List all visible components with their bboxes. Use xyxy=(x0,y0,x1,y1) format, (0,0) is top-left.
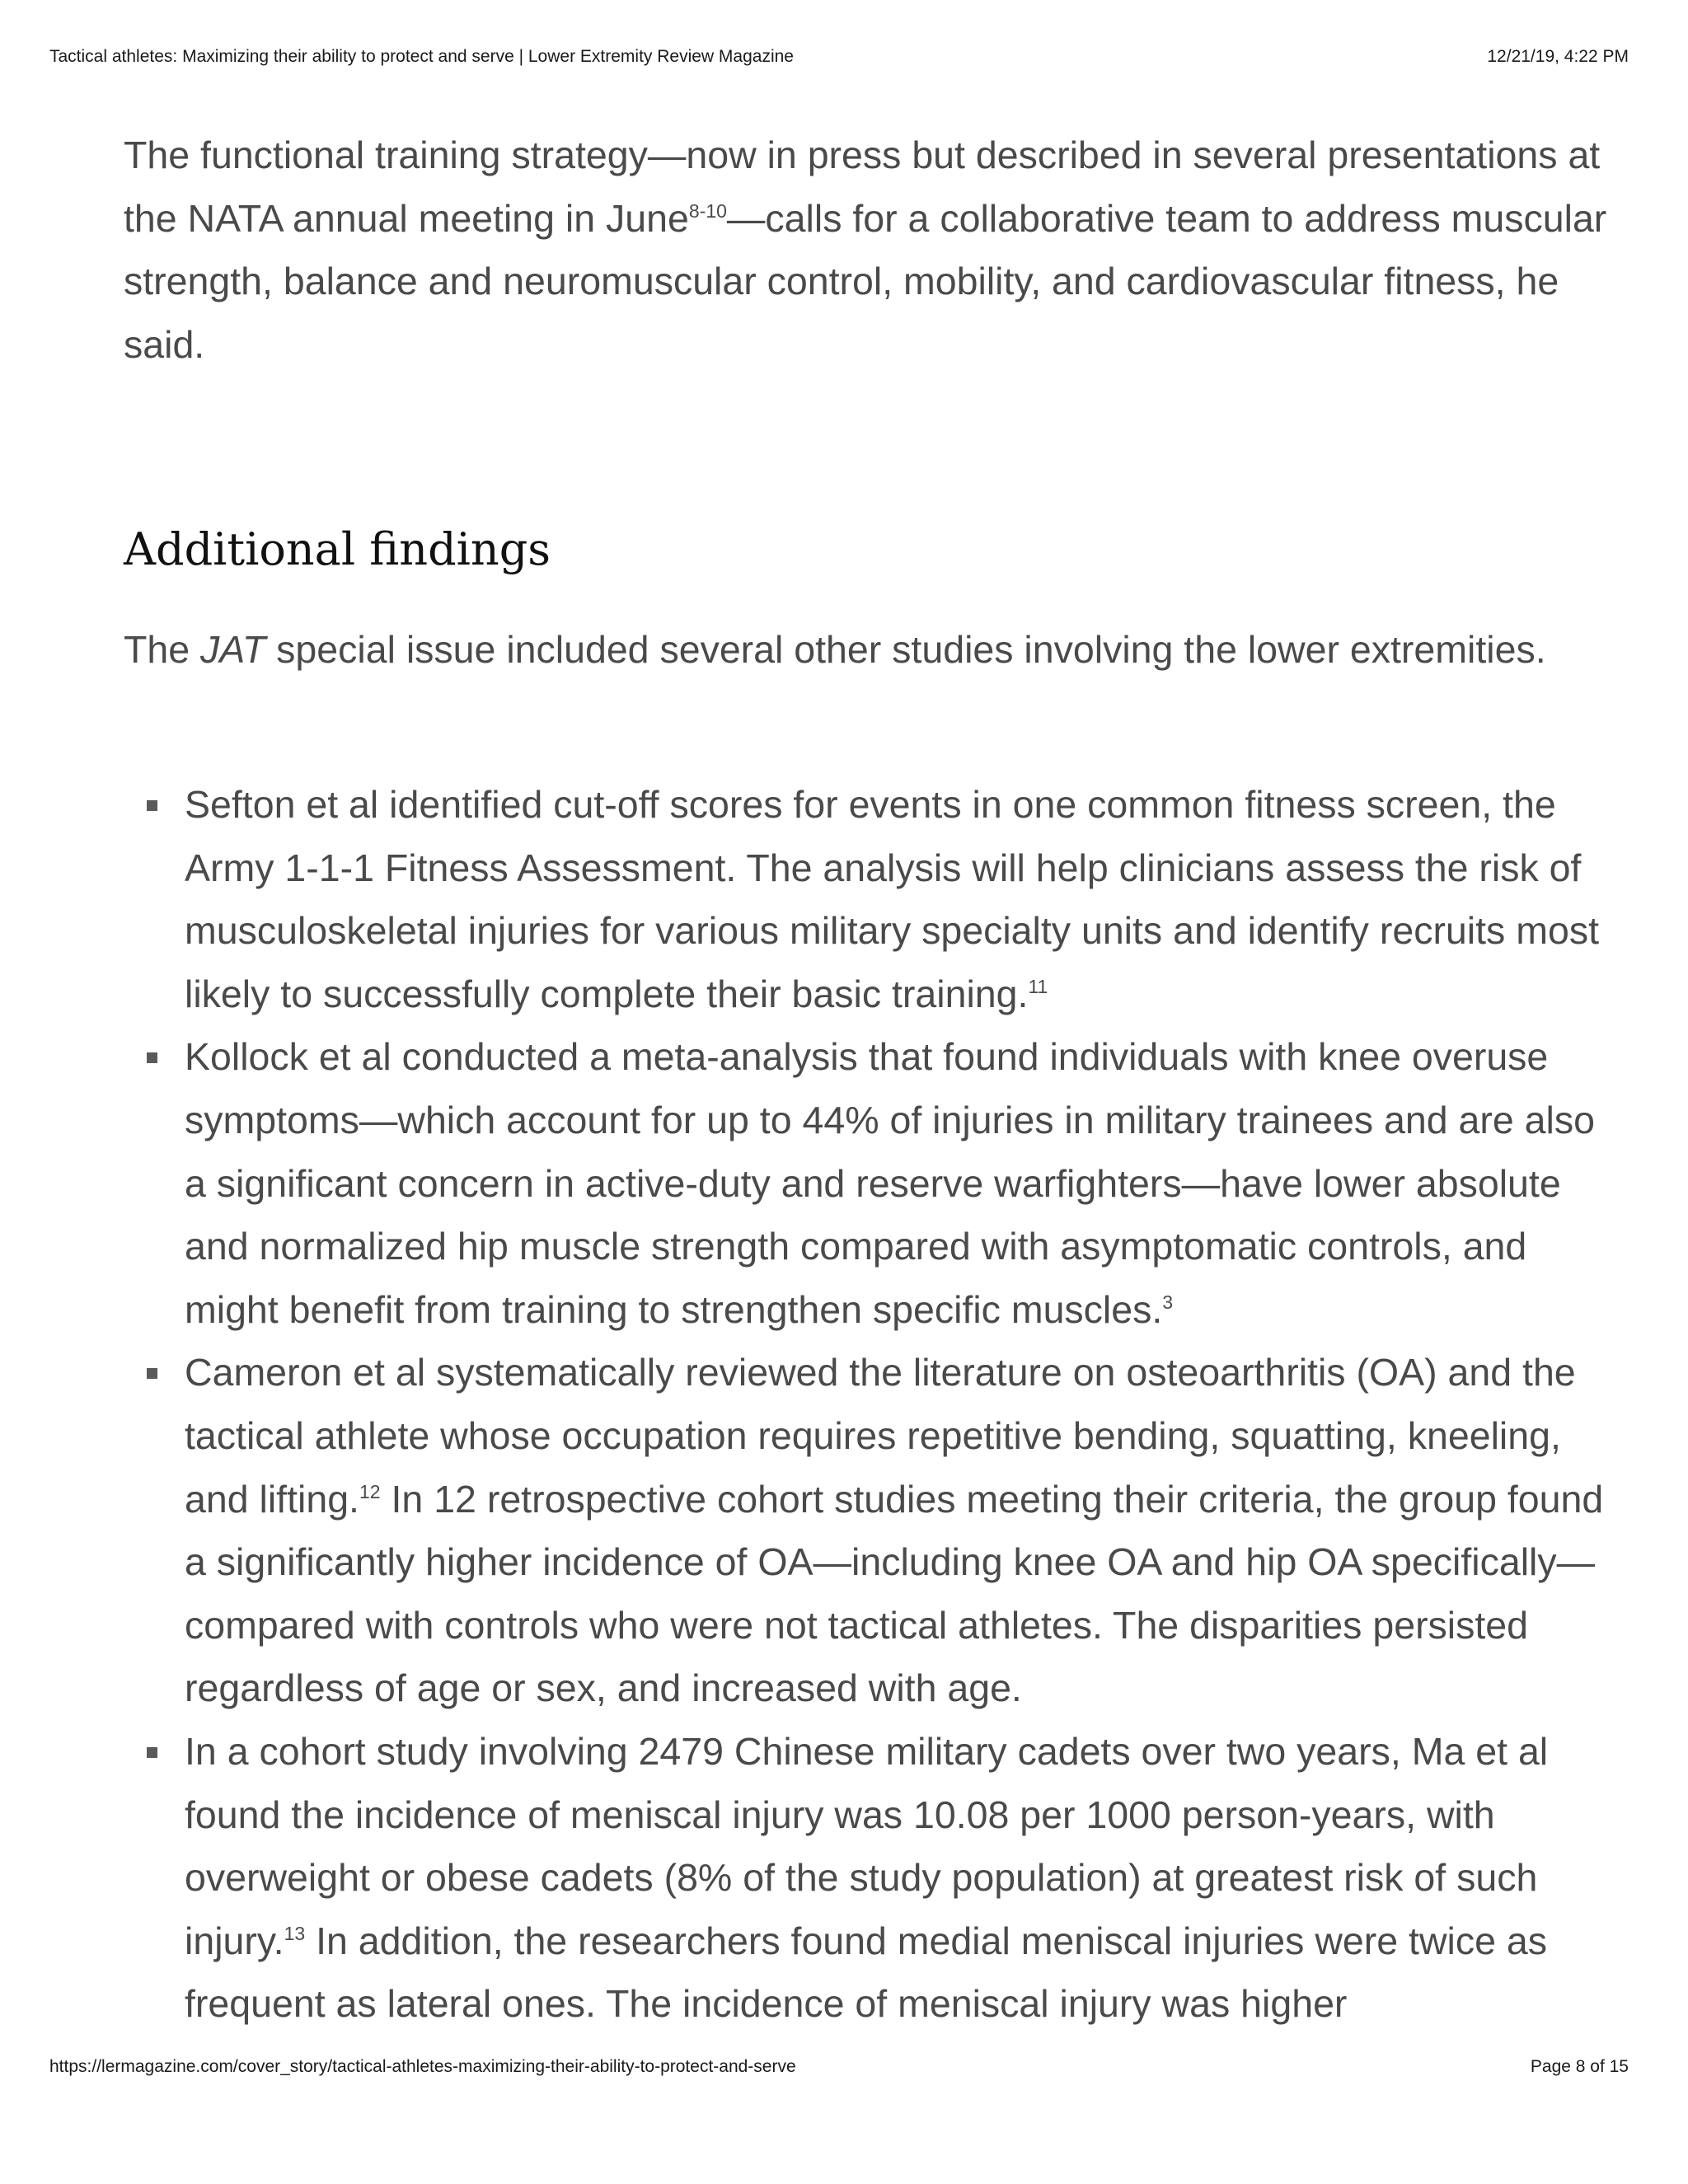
list-item: Cameron et al systematically reviewed the literature on osteoarthritis (OA) and the tactical athlete whose occupation requires repetitive bending, squatting, kneeling, and lifting.$^{12}$ In 12 retrospective cohort studies meeting their criteria, the group found a significantly higher incidence of OA—including knee OA and hip OA specifically—compared with controls who were not tactical athletes. The disparities persisted regardless of age or sex, and increased with age. xyxy=(124,1341,1625,1720)
list-item: In a cohort study involving 2479 Chinese military cadets over two years, Ma et al found the incidence of meniscal injury was 10.08 per 1000 person-years, with overweight or obese cadets (8% of the study population) at greatest risk of such injury.$^{13}$ In addition, the researchers found medial meniscal injuries were twice as frequent as lateral ones. The incidence of meniscal injury was higher xyxy=(124,1720,1625,2036)
page-number: Page 8 of 15 xyxy=(1530,2057,1629,2076)
journal-name: JAT xyxy=(200,628,266,671)
list-item: Sefton et al identified cut-off scores for events in one common fitness screen, the Army 1-1-1 Fitness Assessment. The analysis will help clinicians assess the risk of musculoskeletal injuries for various military specialty units and identify recruits most likely to successfully complete their basic training.$^{11}$ xyxy=(124,773,1625,1025)
page-url: https://lermagazine.com/cover_story/tactical-athletes-maximizing-their-ability-to-protect-and-serve xyxy=(49,2057,796,2076)
findings-list xyxy=(124,773,1625,2036)
reference-link[interactable]: 13 xyxy=(284,1922,306,1944)
page-title: Tactical athletes: Maximizing their ability to protect and serve | Lower Extremity Review Magazine xyxy=(49,47,794,66)
reference-link[interactable]: 12 xyxy=(359,1480,381,1502)
square-bullet-icon xyxy=(147,1052,157,1063)
reference-link[interactable]: 11 xyxy=(1028,975,1048,997)
square-bullet-icon xyxy=(147,1368,157,1379)
square-bullet-icon xyxy=(147,1747,157,1758)
list-item: Kollock et al conducted a meta-analysis that found individuals with knee overuse symptoms—which account for up to 44% of injuries in military trainees and are also a significant concern in active-duty and reserve warfighters—have lower absolute and normalized hip muscle strength compared with asymptomatic controls, and might benefit from training to strengthen specific muscles.$^3$ xyxy=(124,1025,1625,1341)
square-bullet-icon xyxy=(147,800,157,811)
paragraph-jat-intro: The JAT special issue included several other studies involving the lower extremities. xyxy=(124,628,1546,671)
print-header xyxy=(49,47,1629,67)
paragraph-functional-training: The functional training strategy—now in press but described in several presentations at the NATA annual meeting in June$^{8-10}$—calls for a collaborative team to address muscular strength, balance and neuromuscular control, mobility, and cardiovascular fitness, he said. xyxy=(124,134,1607,366)
reference-link[interactable]: 8-10 xyxy=(688,199,727,222)
section-heading: Additional findings xyxy=(124,523,551,575)
reference-link[interactable]: 3 xyxy=(1162,1291,1174,1313)
print-datetime: 12/21/19, 4:22 PM xyxy=(1487,47,1629,66)
print-footer xyxy=(49,2057,1629,2077)
